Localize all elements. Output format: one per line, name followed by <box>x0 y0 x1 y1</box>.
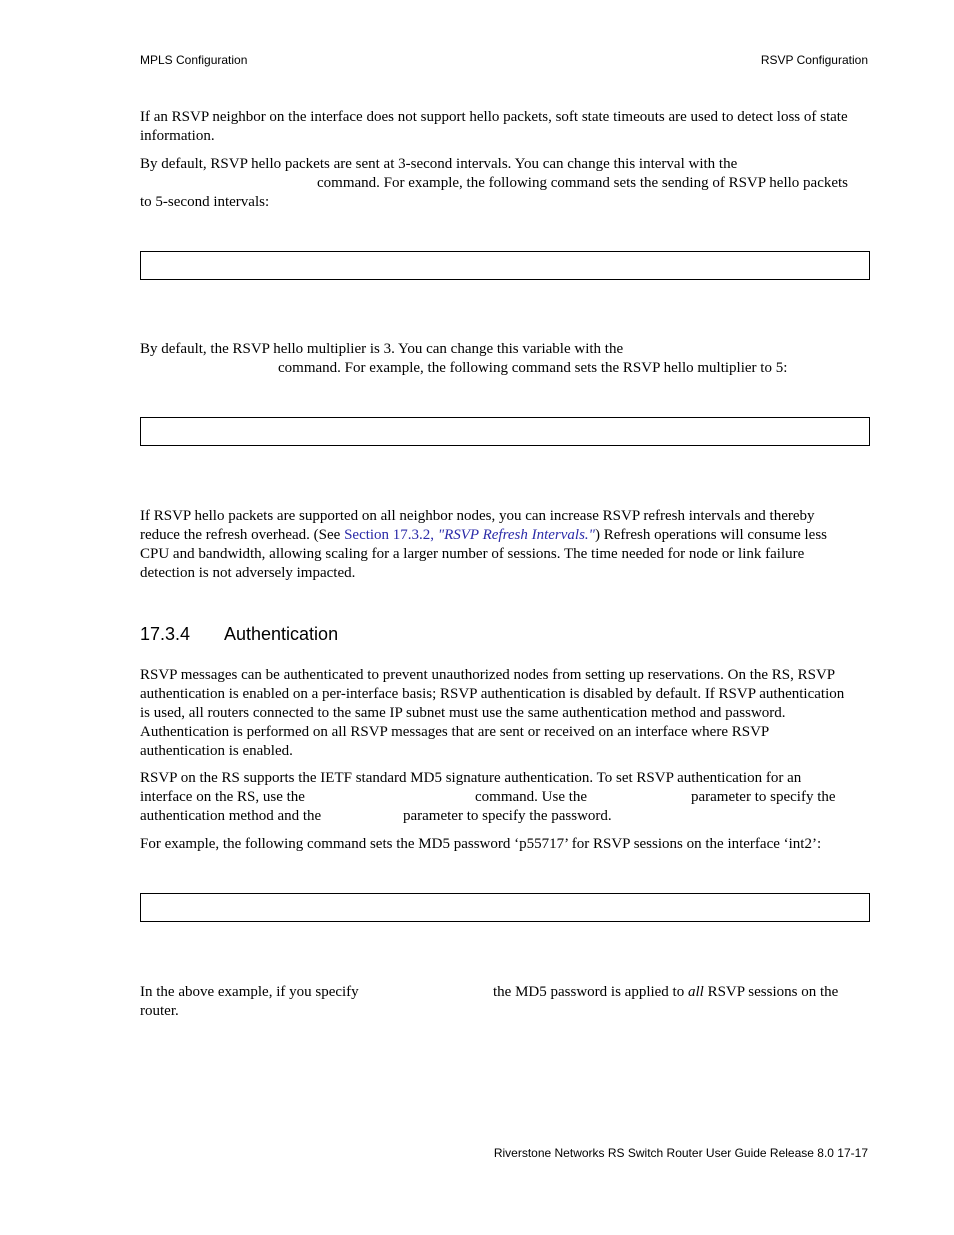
text-segment: parameter to specify the <box>691 789 836 805</box>
emphasis-text: all <box>687 984 704 1000</box>
text-line-segment <box>493 983 838 1002</box>
text-line: By default, the RSVP hello multiplier is 3. You can change this variable with the <box>140 341 624 357</box>
text-line: information. <box>140 128 215 144</box>
text-line: CPU and bandwidth, allowing scaling for a larger number of sessions. The time needed for node or link failure <box>140 546 805 562</box>
text-line: Authentication is performed on all RSVP messages that are sent or received on an interface where RSVP <box>140 724 770 740</box>
text-line: RSVP on the RS supports the IETF standard MD5 signature authentication. To set RSVP authentication for an <box>140 770 802 786</box>
command-example-box <box>140 417 870 446</box>
paragraph-authentication-intro <box>140 666 870 761</box>
text-line: If an RSVP neighbor on the interface does not support hello packets, soft state timeouts are used to detect loss of state <box>140 109 848 125</box>
paragraph-md5-all-sessions <box>140 983 870 1021</box>
command-example-box <box>140 251 870 280</box>
section-title: Authentication <box>224 624 339 644</box>
text-segment: authentication method and the <box>140 808 322 824</box>
paragraph-hello-multiplier <box>140 340 870 378</box>
section-number: 17.3.4 <box>140 624 191 644</box>
text-segment: the MD5 password is applied to <box>493 984 688 1000</box>
text-line: authentication is enabled. <box>140 743 293 759</box>
text-line: RSVP messages can be authenticated to prevent unauthorized nodes from setting up reservations. On the RS, RSVP <box>140 667 836 683</box>
section-cross-reference-link[interactable] <box>344 527 595 543</box>
header-chapter-title: MPLS Configuration <box>140 53 248 67</box>
text-line: command. For example, the following command sets the RSVP hello multiplier to 5: <box>278 360 788 376</box>
text-line: For example, the following command sets the MD5 password ‘p55717’ for RSVP sessions on the interface ‘int2’: <box>140 836 822 852</box>
paragraph-md5-example <box>140 835 870 854</box>
text-line: is used, all routers connected to the same IP subnet must use the same authentication method and password. <box>140 705 786 721</box>
text-segment: router. <box>140 1003 179 1019</box>
command-example-box <box>140 893 870 922</box>
text-line: By default, RSVP hello packets are sent at 3-second intervals. You can change this interval with the <box>140 156 738 172</box>
text-line: command. For example, the following command sets the sending of RSVP hello packets <box>317 175 849 191</box>
paragraph-hello-support <box>140 108 870 146</box>
text-segment: ) Refresh operations will consume less <box>594 527 827 543</box>
paragraph-refresh-intervals <box>140 507 870 583</box>
text-segment: reduce the refresh overhead. (See <box>140 527 345 543</box>
paragraph-hello-interval <box>140 155 870 212</box>
header-section-title: RSVP Configuration <box>760 53 868 67</box>
page-footer: Riverstone Networks RS Switch Router User Guide Release 8.0 17-17 <box>493 1146 868 1160</box>
text-segment: interface on the RS, use the <box>140 789 305 805</box>
text-segment: RSVP sessions on the <box>703 984 839 1000</box>
link-text[interactable]: Section 17.3.2, <box>344 527 438 543</box>
text-line: authentication is enabled on a per-interface basis; RSVP authentication is disabled by default. If RSVP authentication <box>140 686 845 702</box>
section-heading <box>140 624 338 645</box>
text-line: to 5-second intervals: <box>140 194 270 210</box>
text-line: detection is not adversely impacted. <box>140 565 356 581</box>
text-segment: command. Use the <box>475 789 588 805</box>
link-title-text[interactable]: "RSVP Refresh Intervals." <box>437 527 595 543</box>
text-segment: parameter to specify the password. <box>403 808 612 824</box>
text-line <box>140 526 870 545</box>
text-line: If RSVP hello packets are supported on all neighbor nodes, you can increase RSVP refresh intervals and thereby <box>140 508 815 524</box>
text-segment: In the above example, if you specify <box>140 984 359 1000</box>
paragraph-md5-authentication <box>140 769 870 826</box>
